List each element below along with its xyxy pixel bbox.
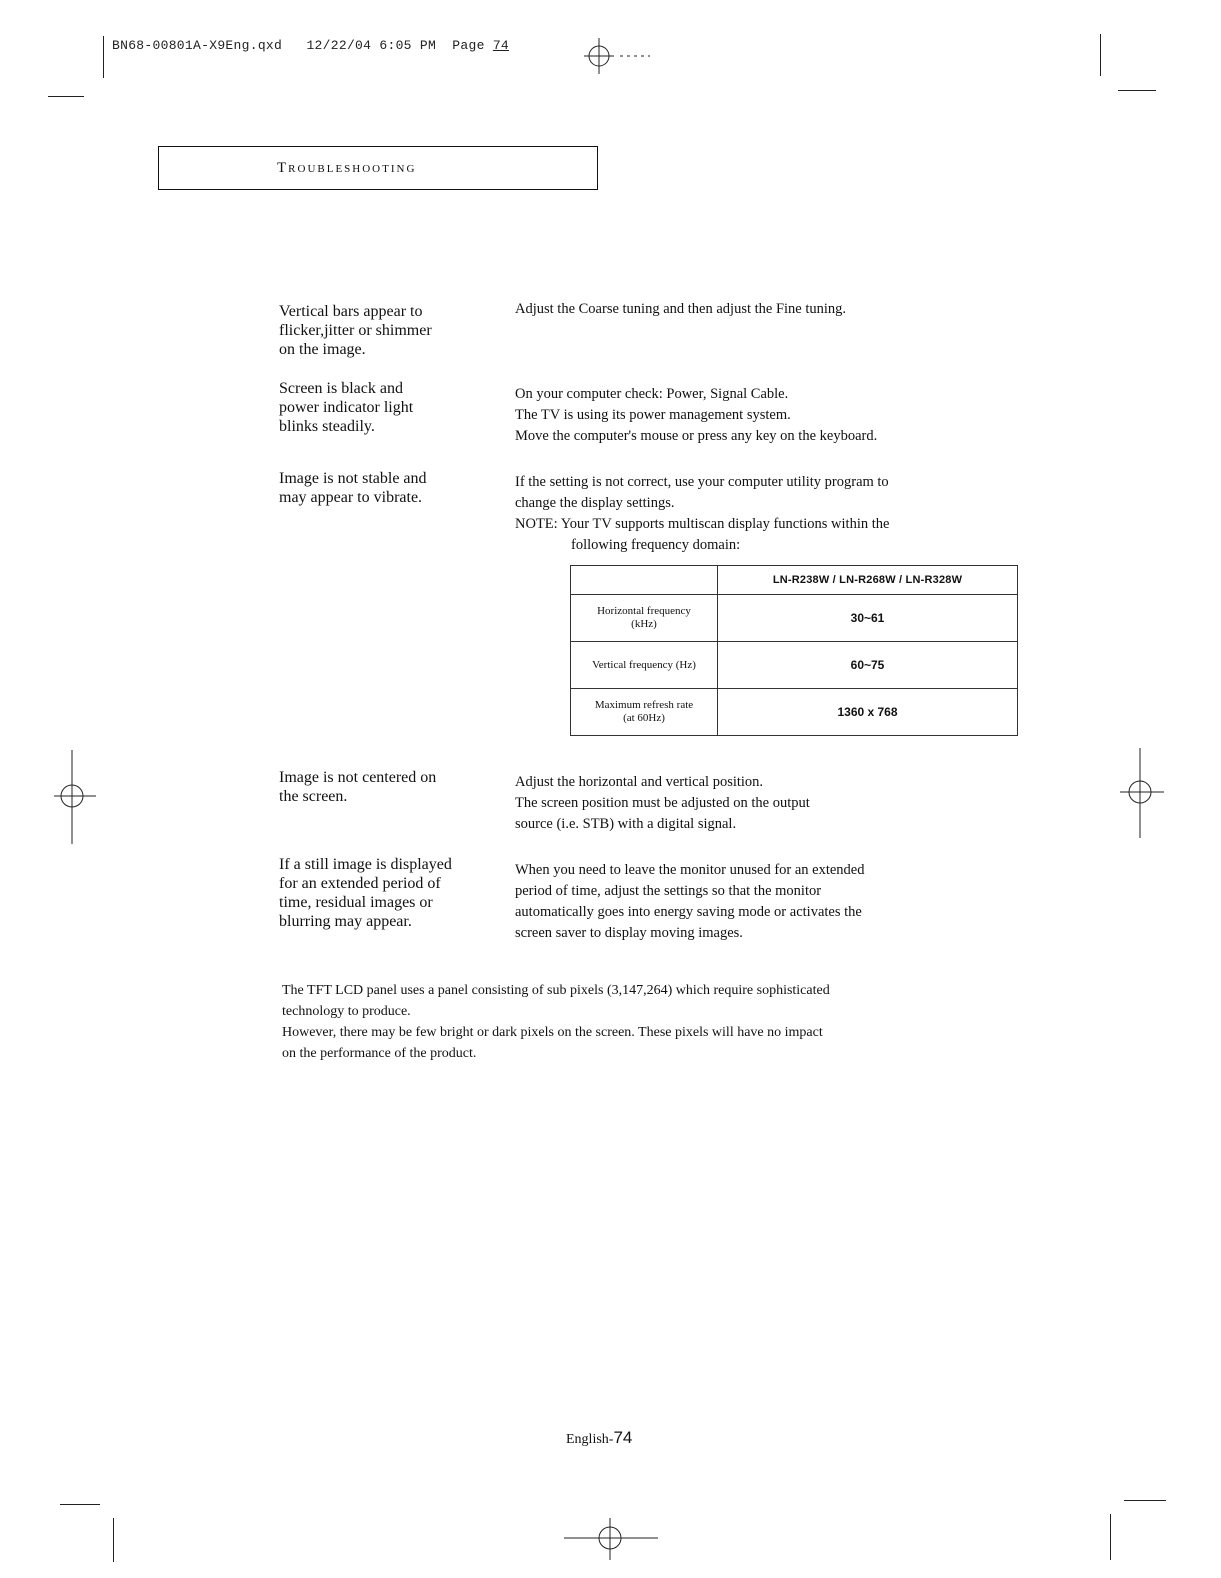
solution-line: automatically goes into energy saving mode or activates the: [515, 904, 862, 920]
problem-line: Screen is black and: [279, 380, 403, 397]
solution-line: When you need to leave the monitor unused for an extended: [515, 862, 865, 878]
problem-line: blurring may appear.: [279, 913, 412, 930]
table-model-header: LN-R238W / LN-R268W / LN-R328W: [718, 566, 1018, 595]
solution-line: change the display settings.: [515, 495, 675, 511]
note: [515, 514, 985, 535]
problem-line: Vertical bars appear to: [279, 303, 423, 320]
table-cell-value: 1360 x 768: [718, 689, 1018, 736]
solution-line: The screen position must be adjusted on the output: [515, 795, 810, 811]
label-line: (at 60Hz): [623, 712, 665, 724]
problem-image-not-stable: [279, 469, 489, 507]
solution-screen-black: [515, 384, 985, 447]
solution-line: If the setting is not correct, use your computer utility program to: [515, 474, 889, 490]
problem-line: Image is not stable and: [279, 470, 427, 487]
section-title-box: [158, 146, 598, 190]
note-line: following frequency domain:: [571, 537, 741, 553]
note-line: technology to produce.: [282, 1004, 411, 1019]
table-row: [571, 595, 1018, 642]
solution-line: On your computer check: Power, Signal Cable.: [515, 386, 789, 402]
label-line: Vertical frequency (Hz): [592, 658, 696, 671]
solution-line: Move the computer's mouse or press any key on the keyboard.: [515, 428, 878, 444]
note-line: The TFT LCD panel uses a panel consisting of sub pixels (3,147,264) which require sophisticated: [282, 983, 830, 998]
crop-mark-top-right: [1100, 34, 1101, 76]
registration-mark-bottom-icon: [564, 1518, 660, 1562]
page-footer-language: English-: [566, 1432, 614, 1447]
table-row: [571, 642, 1018, 689]
table-corner-cell: [571, 566, 718, 595]
frequency-table: [570, 565, 1018, 736]
problem-line: Image is not centered on: [279, 769, 437, 786]
note-line: Your TV supports multiscan display functions within the: [560, 516, 890, 532]
print-time: 6:05 PM: [379, 38, 437, 53]
label-line: (kHz): [631, 618, 657, 630]
crop-mark-bottom-right-h: [1124, 1500, 1166, 1501]
table-row: [571, 689, 1018, 736]
problem-line: on the image.: [279, 341, 366, 358]
crop-mark-top-left-h: [48, 96, 84, 97]
problem-line: power indicator light: [279, 399, 414, 416]
solution-line: screen saver to display moving images.: [515, 925, 743, 941]
problem-line: for an extended period of: [279, 875, 441, 892]
print-page-number: 74: [492, 38, 510, 53]
crop-mark-bottom-left: [113, 1518, 114, 1562]
problem-line: time, residual images or: [279, 894, 433, 911]
solution-line: period of time, adjust the settings so that the monitor: [515, 883, 822, 899]
solution-image-not-centered: [515, 772, 985, 835]
table-cell-value: 60~75: [718, 642, 1018, 689]
print-date: 12/22/04: [306, 38, 372, 53]
crop-mark-top-right-h: [1118, 90, 1156, 91]
problem-line: flicker,jitter or shimmer: [279, 322, 432, 339]
problem-line: the screen.: [279, 788, 348, 805]
solution-line: source (i.e. STB) with a digital signal.: [515, 816, 737, 832]
table-row-label: [571, 642, 718, 689]
note-line: However, there may be few bright or dark pixels on the screen. These pixels will have no impact: [282, 1025, 823, 1040]
crop-mark-top-left: [103, 36, 104, 78]
label-line: Horizontal frequency: [597, 605, 691, 617]
table-row-label: [571, 595, 718, 642]
print-header: [112, 38, 509, 53]
solution-line: Adjust the horizontal and vertical position.: [515, 774, 764, 790]
solution-line: Adjust the Coarse tuning and then adjust the Fine tuning.: [515, 301, 847, 317]
problem-image-not-centered: [279, 768, 489, 806]
registration-mark-left-icon: [50, 750, 100, 846]
page-footer: [566, 1428, 632, 1448]
table-cell-value: 30~61: [718, 595, 1018, 642]
table-row-label: [571, 689, 718, 736]
registration-mark-top-icon: [578, 34, 658, 78]
note-label: NOTE:: [515, 516, 558, 532]
problem-vertical-bars: [279, 302, 489, 359]
problem-line: may appear to vibrate.: [279, 489, 423, 506]
problem-still-image: [279, 855, 489, 931]
section-title: Troubleshooting: [277, 159, 417, 176]
table-header-row: [571, 566, 1018, 595]
lcd-panel-note: [282, 980, 972, 1064]
note-line: on the performance of the product.: [282, 1046, 477, 1061]
registration-mark-right-icon: [1118, 748, 1166, 842]
label-line: Maximum refresh rate: [594, 699, 694, 711]
print-file-name: BN68-00801A-X9Eng.qxd: [112, 38, 283, 53]
crop-mark-bottom-right: [1110, 1514, 1111, 1560]
print-page-label: Page: [452, 38, 485, 53]
problem-line: If a still image is displayed: [279, 856, 452, 873]
solution-image-not-stable: [515, 472, 985, 556]
solution-vertical-bars: [515, 299, 985, 320]
problem-line: blinks steadily.: [279, 418, 375, 435]
solution-still-image: [515, 860, 985, 944]
solution-line: The TV is using its power management system.: [515, 407, 791, 423]
crop-mark-bottom-left-h: [60, 1504, 100, 1505]
problem-screen-black: [279, 379, 489, 436]
page-footer-number: 74: [613, 1428, 633, 1447]
